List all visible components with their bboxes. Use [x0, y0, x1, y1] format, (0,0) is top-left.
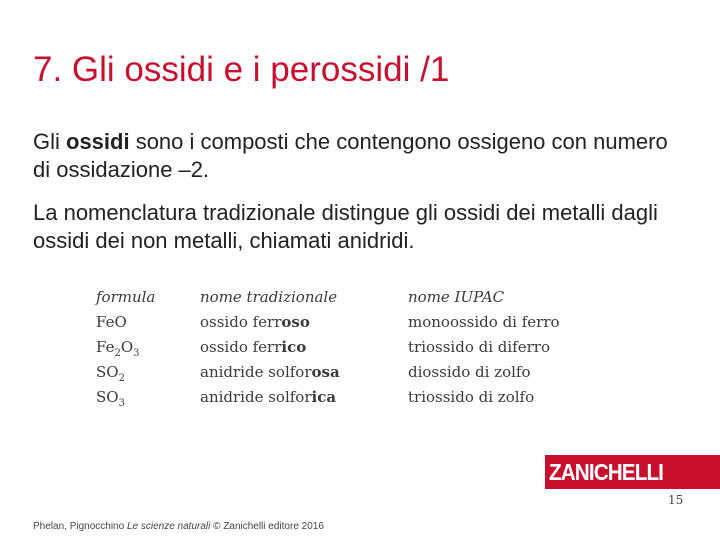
header-iupac-name: nome IUPAC [408, 288, 505, 306]
definition-text-end: sono i composti che contengono ossigeno con numero di ossidazione –2. [33, 129, 668, 182]
traditional-name-cell: anidride solforica [200, 388, 337, 406]
footer-publisher: © Zanichelli editore 2016 [210, 521, 324, 532]
iupac-name-cell: triossido di zolfo [408, 388, 535, 406]
definition-paragraph [33, 128, 683, 184]
formula-cell: $SO_2$ [96, 363, 125, 384]
traditional-name-cell: anidride solforosa [200, 363, 340, 381]
iupac-name-cell: diossido di zolfo [408, 363, 531, 381]
formula-cell: FeO [96, 313, 127, 331]
header-formula: formula [96, 288, 156, 306]
footer-book-title: Le scienze naturali [126, 521, 211, 532]
footer-credit [33, 521, 324, 532]
formula-cell: $Fe_2O_3$ [96, 338, 140, 359]
slide-title: 7. Gli ossidi e i perossidi /1 [33, 50, 450, 89]
iupac-name-cell: triossido di diferro [408, 338, 550, 356]
header-traditional-name: nome tradizionale [200, 288, 338, 306]
zanichelli-logo [545, 455, 720, 489]
logo-text: ZANICHELLI [549, 459, 664, 485]
traditional-name-cell: ossido ferrico [200, 338, 307, 356]
page-number: 15 [668, 493, 684, 507]
nomenclature-paragraph: La nomenclatura tradizionale distingue gli ossidi dei metalli dagli ossidi dei non metalli, chiamati anidridi. [33, 200, 658, 253]
definition-term: ossidi [66, 129, 130, 154]
definition-text-start: Gli [33, 129, 66, 154]
footer-authors: Phelan, Pignocchino [33, 521, 127, 532]
iupac-name-cell: monoossido di ferro [408, 313, 560, 331]
traditional-name-cell: ossido ferroso [200, 313, 310, 331]
formula-cell: $SO_3$ [96, 388, 125, 409]
